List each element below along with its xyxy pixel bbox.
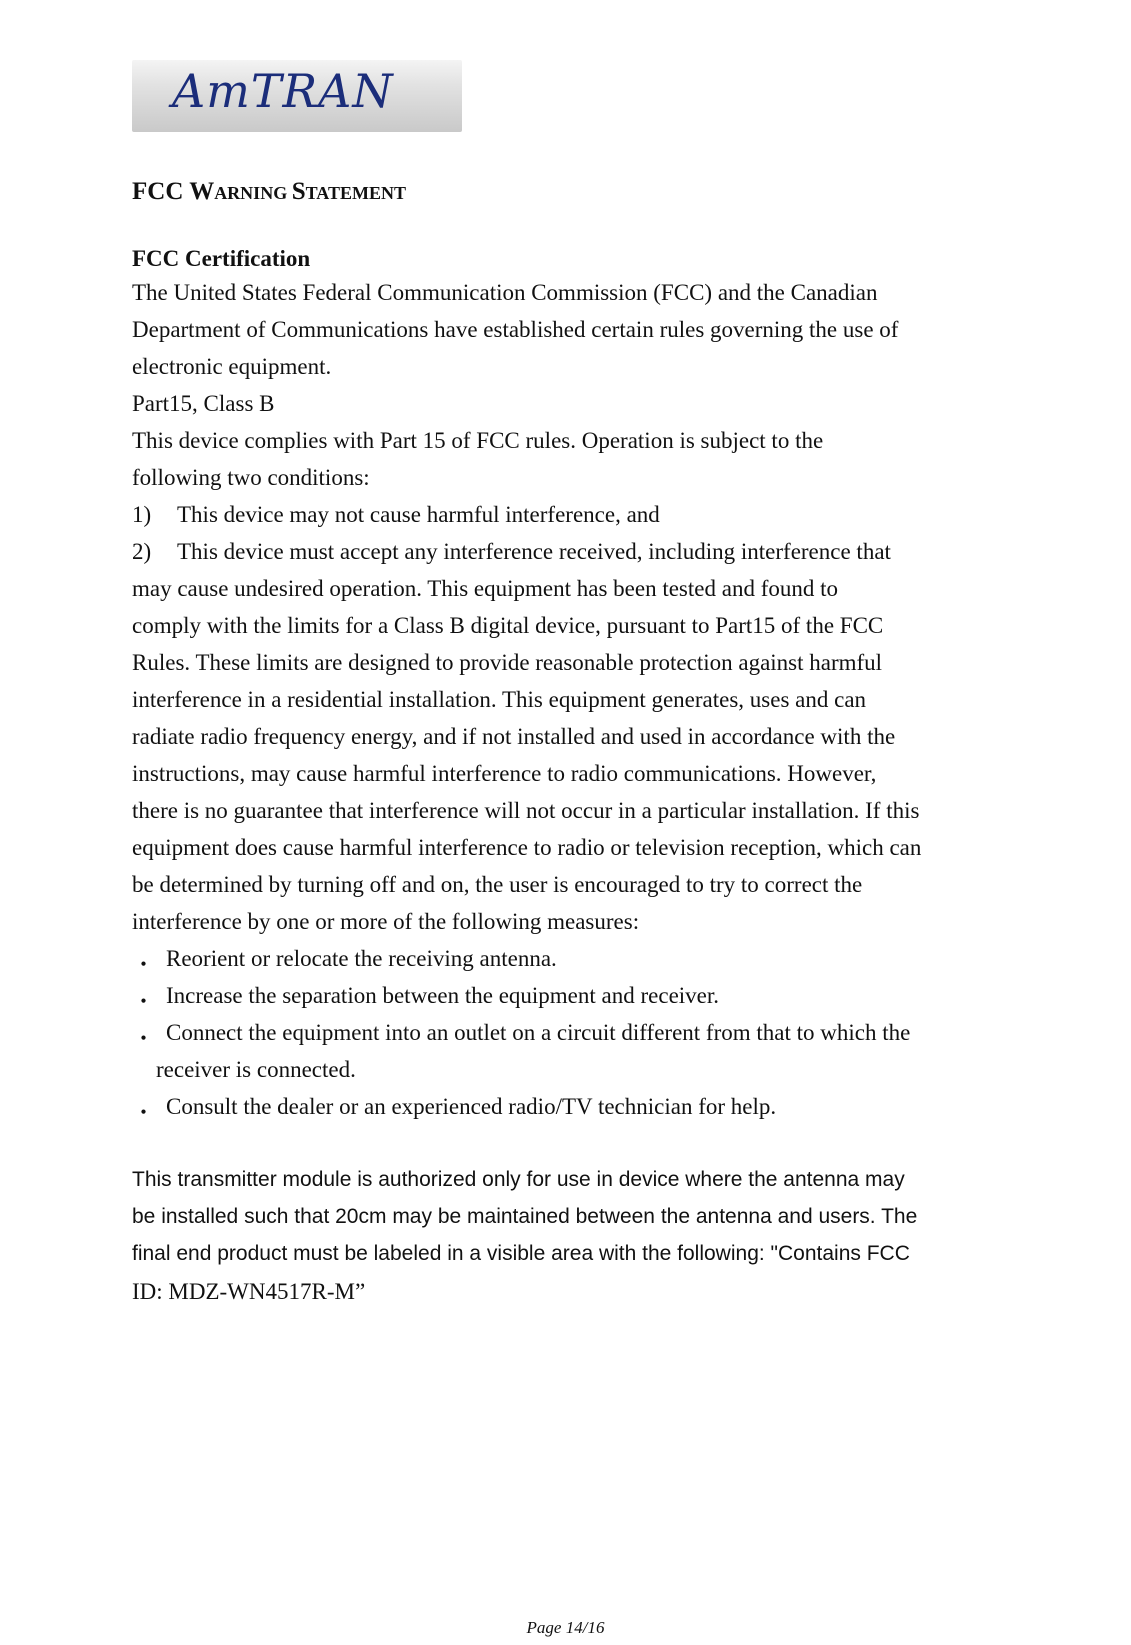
page-title: FCC WARNING STATEMENT (132, 178, 406, 205)
paragraph-line: following two conditions: (132, 465, 370, 490)
paragraph-line: there is no guarantee that interference will not occur in a particular installation. If this (132, 798, 920, 823)
paragraph-line: instructions, may cause harmful interference to radio communications. However, (132, 761, 877, 786)
measure-item: Consult the dealer or an experienced radio/TV technician for help. (166, 1094, 777, 1119)
condition-number: 1) (132, 502, 152, 527)
paragraph-line: comply with the limits for a Class B digital device, pursuant to Part15 of the FCC (132, 613, 884, 638)
bullet-icon: ・ (132, 952, 155, 977)
paragraph-line: may cause undesired operation. This equipment has been tested and found to (132, 576, 838, 601)
measure-item-continued: receiver is connected. (156, 1057, 356, 1082)
paragraph-line: equipment does cause harmful interference to radio or television reception, which can (132, 835, 922, 860)
paragraph-line: Rules. These limits are designed to provide reasonable protection against harmful (132, 650, 883, 675)
bullet-icon: ・ (132, 1100, 155, 1125)
paragraph-line: The United States Federal Communication Commission (FCC) and the Canadian (132, 280, 878, 305)
section-title: FCC Certification (132, 246, 311, 271)
measure-item: Reorient or relocate the receiving antenna. (166, 946, 557, 971)
paragraph-line: radiate radio frequency energy, and if not installed and used in accordance with the (132, 724, 896, 749)
logo-text: AmTRAN (172, 64, 394, 118)
paragraph-line: electronic equipment. (132, 354, 332, 379)
bullet-icon: ・ (132, 1026, 155, 1051)
measure-item: Increase the separation between the equipment and receiver. (166, 983, 720, 1008)
page-number: Page 14/16 (526, 1618, 605, 1637)
paragraph-line: This device complies with Part 15 of FCC rules. Operation is subject to the (132, 428, 824, 453)
paragraph-line: Department of Communications have established certain rules governing the use of (132, 317, 899, 342)
transmitter-line: be installed such that 20cm may be maintained between the antenna and users. The (132, 1205, 918, 1228)
paragraph-line: interference in a residential installation. This equipment generates, uses and can (132, 687, 867, 712)
amtran-logo (132, 60, 462, 132)
fcc-id-line: ID: MDZ-WN4517R-M” (132, 1279, 366, 1304)
transmitter-line: This transmitter module is authorized only for use in device where the antenna may (132, 1168, 905, 1191)
paragraph-line: Part15, Class B (132, 391, 275, 416)
measure-item: Connect the equipment into an outlet on a circuit different from that to which the (166, 1020, 911, 1045)
bullet-icon: ・ (132, 989, 155, 1014)
paragraph-line: interference by one or more of the following measures: (132, 909, 640, 934)
condition-number: 2) (132, 539, 152, 564)
transmitter-line: final end product must be labeled in a visible area with the following: "Contains FCC (132, 1242, 910, 1265)
condition-text: This device must accept any interference received, including interference that (177, 539, 891, 564)
paragraph-line: be determined by turning off and on, the user is encouraged to try to correct the (132, 872, 863, 897)
condition-text: This device may not cause harmful interference, and (177, 502, 660, 527)
